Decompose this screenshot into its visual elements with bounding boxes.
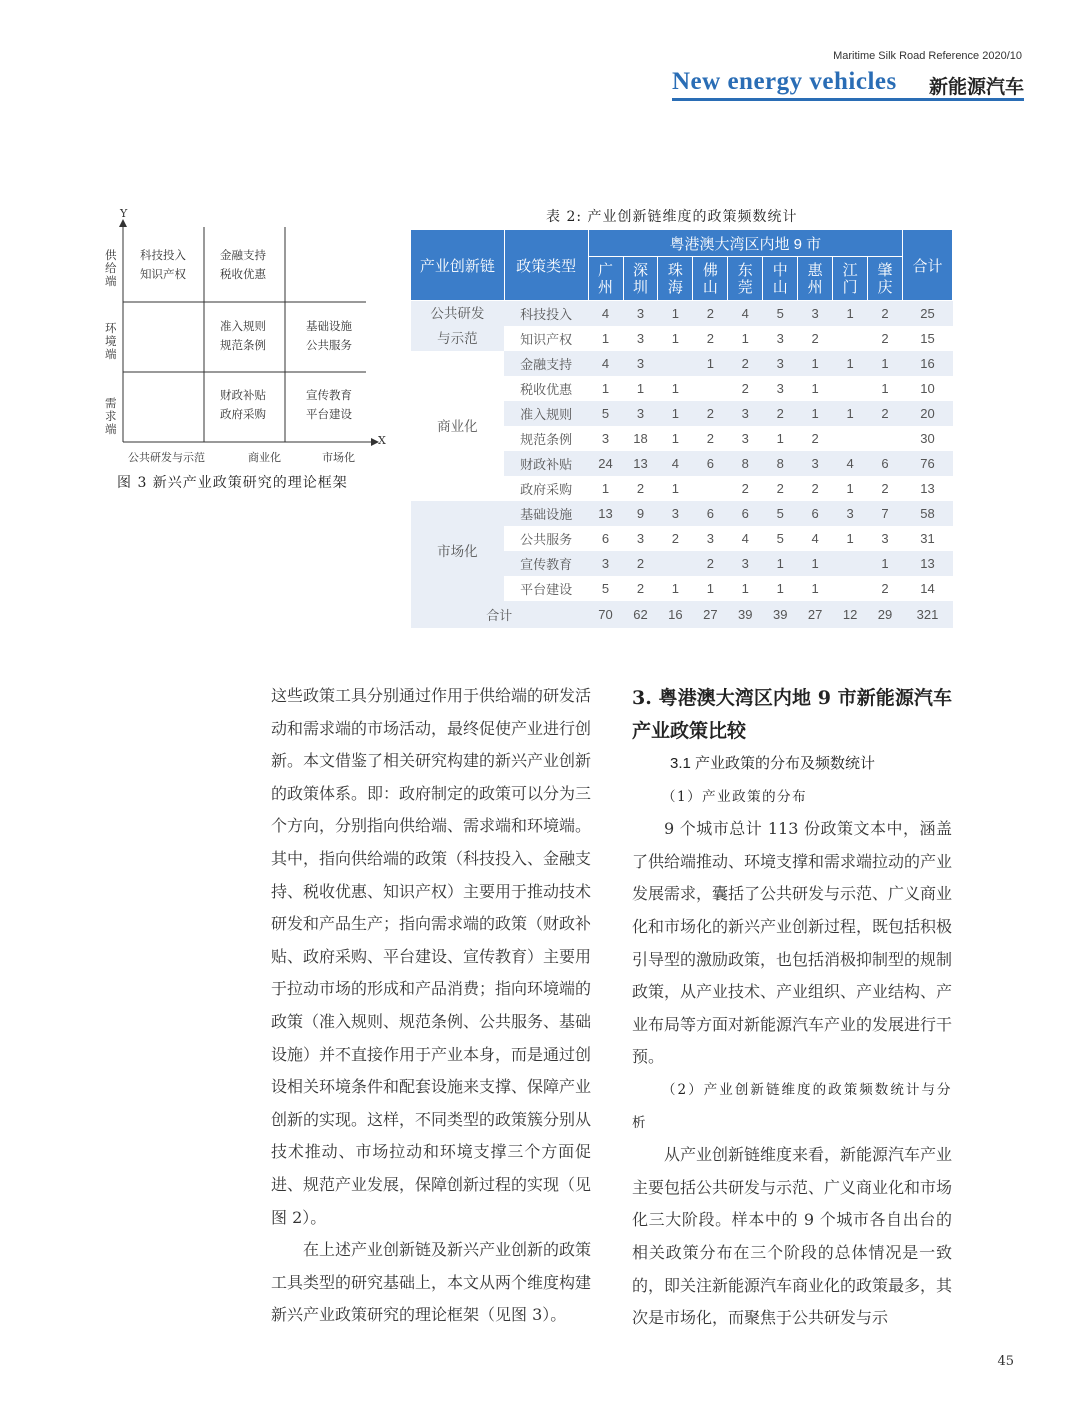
cell-environment-market [306, 317, 352, 355]
section-title-cn: 新能源汽车 [928, 76, 1024, 98]
value-cell: 3 [763, 376, 798, 401]
minor-heading: （1）产业政策的分布 [662, 788, 808, 805]
city-char: 惠 [807, 261, 823, 279]
table-row [411, 351, 953, 376]
header-chain: 产业创新链 [411, 230, 505, 301]
value-cell: 1 [658, 401, 693, 426]
city-char: 深 [632, 261, 648, 279]
value-cell: 5 [588, 401, 623, 426]
column-total-cell: 39 [728, 601, 763, 628]
value-cell [868, 426, 903, 451]
cell-text: 准入规则 [220, 319, 266, 333]
value-cell: 3 [728, 551, 763, 576]
value-cell [833, 551, 868, 576]
policy-type-cell: 金融支持 [504, 351, 588, 376]
value-cell: 3 [623, 526, 658, 551]
city-char: 广 [598, 261, 614, 279]
value-cell: 1 [658, 426, 693, 451]
value-cell: 1 [728, 576, 763, 601]
col-label-market: 市场化 [322, 451, 355, 464]
value-cell: 1 [868, 376, 903, 401]
cell-text: 规范条例 [220, 338, 266, 352]
header-city [833, 257, 868, 301]
value-cell: 2 [693, 401, 728, 426]
header-city [588, 257, 623, 301]
value-cell: 3 [868, 526, 903, 551]
value-cell: 1 [833, 526, 868, 551]
value-cell: 3 [763, 351, 798, 376]
value-cell: 1 [833, 401, 868, 426]
city-char: 州 [807, 278, 823, 296]
header-city [658, 257, 693, 301]
left-column [271, 680, 591, 1332]
value-cell: 3 [588, 551, 623, 576]
figure-3-caption: 图 3 新兴产业政策研究的理论框架 [117, 475, 348, 491]
row-label-supply: 供给端 [105, 248, 117, 288]
value-cell [833, 576, 868, 601]
value-cell: 2 [798, 476, 833, 501]
value-cell: 1 [658, 326, 693, 351]
value-cell: 2 [658, 526, 693, 551]
value-cell: 6 [868, 451, 903, 476]
policy-type-cell: 财政补贴 [504, 451, 588, 476]
city-char: 莞 [737, 278, 753, 296]
group-label: 公共研发 [430, 306, 485, 321]
row-total-cell: 10 [903, 376, 953, 401]
table-2 [410, 229, 953, 628]
value-cell: 7 [868, 501, 903, 526]
value-cell [693, 476, 728, 501]
value-cell: 1 [833, 301, 868, 327]
value-cell: 1 [763, 426, 798, 451]
section-header [672, 68, 1024, 101]
figure-3-framework [100, 205, 400, 490]
row-total-cell: 20 [903, 401, 953, 426]
value-cell: 5 [763, 301, 798, 327]
value-cell: 1 [868, 351, 903, 376]
value-cell: 3 [798, 301, 833, 327]
value-cell: 2 [868, 401, 903, 426]
row-total-cell: 13 [903, 551, 953, 576]
value-cell: 6 [693, 501, 728, 526]
column-total-cell: 12 [833, 601, 868, 628]
column-total-cell: 70 [588, 601, 623, 628]
subsection-heading: 3.1 产业政策的分布及频数统计 [670, 755, 876, 772]
table-row [411, 301, 953, 327]
value-cell: 1 [763, 576, 798, 601]
value-cell: 1 [798, 351, 833, 376]
city-char: 门 [842, 278, 858, 296]
cell-supply-commercial [220, 246, 266, 284]
value-cell: 13 [623, 451, 658, 476]
value-cell: 2 [623, 551, 658, 576]
value-cell: 1 [588, 376, 623, 401]
value-cell: 2 [693, 326, 728, 351]
value-cell: 3 [798, 451, 833, 476]
value-cell: 3 [833, 501, 868, 526]
value-cell: 5 [763, 501, 798, 526]
value-cell: 2 [693, 301, 728, 327]
cell-text: 金融支持 [220, 248, 266, 262]
column-total-cell: 27 [693, 601, 728, 628]
value-cell: 2 [728, 376, 763, 401]
value-cell: 5 [588, 576, 623, 601]
cell-supply-rnd [140, 246, 186, 284]
value-cell: 3 [693, 526, 728, 551]
value-cell: 3 [623, 401, 658, 426]
journal-meta: Maritime Silk Road Reference 2020/10 [833, 50, 1022, 62]
column-total-cell: 29 [868, 601, 903, 628]
header-total: 合计 [903, 230, 953, 301]
value-cell [658, 551, 693, 576]
value-cell: 2 [868, 326, 903, 351]
value-cell: 1 [833, 476, 868, 501]
value-cell [833, 376, 868, 401]
col-label-rnd: 公共研发与示范 [128, 451, 205, 464]
value-cell: 6 [728, 501, 763, 526]
grand-total-cell: 321 [903, 601, 953, 628]
city-char: 东 [737, 261, 753, 279]
value-cell: 1 [658, 576, 693, 601]
total-row [411, 601, 953, 628]
value-cell: 2 [868, 476, 903, 501]
value-cell [833, 326, 868, 351]
paragraph: 这些政策工具分别通过作用于供给端的研发活动和需求端的市场活动，最终促使产业进行创新。本文借鉴了相关研究构建的新兴产业创新的政策体系。即：政府制定的政策可以分为三个方向，分别指向供给端、需求端和环境端。其中，指向供给端的政策（科技投入、金融支持、税收优惠、知识产权）主要用于推动技术研发和产品生产；指向需求端的政策（财政补贴、政府采购、平台建设、宣传教育）主要用于拉动市场的形成和产品消费；指向环境端的政策（准入规则、规范条例、公共服务、基础设施）并不直接作用于产业本身，而是通过创设相关环境条件和配套设施来支撑、保障产业创新的实现。这样，不同类型的政策簇分别从技术推动、市场拉动和环境支撑三个方面促进、规范产业发展，保障创新过程的实现（见图 2）。 [271, 686, 592, 1227]
value-cell: 2 [728, 476, 763, 501]
policy-type-cell: 政府采购 [504, 476, 588, 501]
value-cell: 4 [833, 451, 868, 476]
value-cell: 1 [588, 476, 623, 501]
city-char: 海 [667, 278, 683, 296]
value-cell: 18 [623, 426, 658, 451]
group-cell [411, 301, 505, 352]
row-total-cell: 15 [903, 326, 953, 351]
cell-environment-commercial [220, 317, 266, 355]
row-total-cell: 16 [903, 351, 953, 376]
value-cell: 9 [623, 501, 658, 526]
value-cell: 3 [623, 301, 658, 327]
value-cell: 6 [798, 501, 833, 526]
value-cell: 4 [798, 526, 833, 551]
value-cell: 2 [623, 576, 658, 601]
value-cell: 1 [833, 351, 868, 376]
value-cell: 3 [588, 426, 623, 451]
header-city [763, 257, 798, 301]
value-cell: 4 [728, 526, 763, 551]
value-cell: 2 [798, 326, 833, 351]
value-cell: 2 [868, 576, 903, 601]
page-number: 45 [997, 1354, 1014, 1369]
value-cell: 2 [763, 476, 798, 501]
value-cell: 1 [868, 551, 903, 576]
cell-text: 科技投入 [140, 248, 186, 262]
value-cell: 1 [728, 326, 763, 351]
value-cell: 6 [588, 526, 623, 551]
header-region: 粤港澳大湾区内地 9 市 [588, 230, 902, 257]
value-cell: 2 [798, 426, 833, 451]
row-total-cell: 76 [903, 451, 953, 476]
column-total-cell: 16 [658, 601, 693, 628]
x-axis-label: X [378, 434, 386, 447]
value-cell: 8 [763, 451, 798, 476]
paragraph: 9 个城市总计 113 份政策文本中，涵盖了供给端推动、环境支撑和需求端拉动的产业发展需求，囊括了公共研发与示范、广义商业化和市场化的新兴产业创新过程，既包括积极引导型的激励政策，也包括消极抑制型的规制政策，从产业技术、产业组织、产业结构、产业布局等方面对新能源汽车产业的发展进行干预。 [632, 819, 953, 1067]
value-cell: 3 [623, 351, 658, 376]
policy-type-cell: 规范条例 [504, 426, 588, 451]
city-char: 山 [702, 278, 718, 296]
cell-text: 政府采购 [220, 407, 266, 421]
city-char: 珠 [667, 261, 683, 279]
header-city [623, 257, 658, 301]
header-type: 政策类型 [504, 230, 588, 301]
value-cell [833, 426, 868, 451]
policy-type-cell: 准入规则 [504, 401, 588, 426]
value-cell: 1 [763, 551, 798, 576]
value-cell: 1 [658, 376, 693, 401]
value-cell: 4 [658, 451, 693, 476]
policy-type-cell: 平台建设 [504, 576, 588, 601]
city-char: 圳 [632, 278, 648, 296]
value-cell: 1 [693, 576, 728, 601]
row-total-cell: 30 [903, 426, 953, 451]
city-char: 佛 [702, 261, 718, 279]
header-city [693, 257, 728, 301]
value-cell: 3 [728, 426, 763, 451]
row-total-cell: 58 [903, 501, 953, 526]
value-cell: 4 [588, 301, 623, 327]
value-cell: 3 [658, 501, 693, 526]
group-label: 市场化 [437, 543, 478, 559]
column-total-cell: 27 [798, 601, 833, 628]
city-char: 庆 [877, 278, 893, 296]
value-cell: 1 [798, 576, 833, 601]
city-char: 中 [772, 261, 788, 279]
cell-text: 宣传教育 [306, 388, 352, 402]
value-cell: 2 [728, 351, 763, 376]
value-cell [658, 351, 693, 376]
cell-demand-market [306, 386, 352, 424]
table-row [411, 501, 953, 526]
value-cell: 1 [658, 476, 693, 501]
value-cell: 1 [693, 351, 728, 376]
value-cell: 2 [623, 476, 658, 501]
row-total-cell: 14 [903, 576, 953, 601]
cell-demand-commercial [220, 386, 266, 424]
policy-type-cell: 科技投入 [504, 301, 588, 327]
header-city [868, 257, 903, 301]
cell-text: 财政补贴 [220, 388, 266, 402]
policy-type-cell: 宣传教育 [504, 551, 588, 576]
policy-type-cell: 税收优惠 [504, 376, 588, 401]
group-label: 商业化 [437, 418, 478, 434]
value-cell: 1 [798, 376, 833, 401]
cell-text: 公共服务 [306, 338, 352, 352]
policy-type-cell: 基础设施 [504, 501, 588, 526]
value-cell: 3 [728, 401, 763, 426]
value-cell: 3 [623, 326, 658, 351]
y-axis-label: Y [120, 207, 128, 220]
value-cell: 13 [588, 501, 623, 526]
paragraph: 在上述产业创新链及新兴产业创新的政策工具类型的研究基础上，本文从两个维度构建新兴产业政策研究的理论框架（见图 3）。 [271, 1240, 592, 1325]
value-cell: 4 [588, 351, 623, 376]
value-cell [693, 376, 728, 401]
policy-type-cell: 知识产权 [504, 326, 588, 351]
row-total-cell: 31 [903, 526, 953, 551]
value-cell: 2 [693, 426, 728, 451]
row-label-demand: 需求端 [105, 396, 117, 436]
row-label-environment: 环境端 [105, 321, 117, 361]
table-2-caption: 表 2: 产业创新链维度的政策频数统计 [546, 209, 798, 225]
value-cell: 1 [658, 301, 693, 327]
cell-text: 知识产权 [140, 267, 186, 281]
value-cell: 2 [868, 301, 903, 327]
row-total-cell: 13 [903, 476, 953, 501]
right-column [632, 682, 952, 1335]
city-char: 山 [772, 278, 788, 296]
cell-text: 基础设施 [306, 319, 352, 333]
city-char: 州 [598, 278, 614, 296]
column-total-cell: 62 [623, 601, 658, 628]
header-city [728, 257, 763, 301]
paragraph: 从产业创新链维度来看，新能源汽车产业主要包括公共研发与示范、广义商业化和市场化三大阶段。样本中的 9 个城市各自出台的相关政策分布在三个阶段的总体情况是一致的，即关注新能源汽车商业化的政策最多，其次是市场化，而聚焦于公共研发与示 [632, 1145, 953, 1328]
group-cell [411, 351, 505, 501]
value-cell: 6 [693, 451, 728, 476]
group-cell [411, 501, 505, 601]
value-cell: 5 [763, 526, 798, 551]
city-char: 江 [842, 261, 858, 279]
cell-text: 税收优惠 [220, 267, 266, 281]
value-cell: 1 [798, 551, 833, 576]
value-cell: 1 [623, 376, 658, 401]
value-cell: 2 [693, 551, 728, 576]
column-total-cell: 39 [763, 601, 798, 628]
value-cell: 24 [588, 451, 623, 476]
total-label: 合计 [411, 601, 589, 628]
col-label-commercial: 商业化 [248, 451, 281, 464]
value-cell: 1 [588, 326, 623, 351]
value-cell: 2 [763, 401, 798, 426]
value-cell: 1 [798, 401, 833, 426]
value-cell: 4 [728, 301, 763, 327]
city-char: 肇 [877, 261, 893, 279]
value-cell: 8 [728, 451, 763, 476]
section-title-en: New energy vehicles [672, 68, 897, 95]
group-label: 与示范 [437, 331, 478, 346]
header-city [798, 257, 833, 301]
section-heading: 3. 粤港澳大湾区内地 9 市新能源汽车产业政策比较 [632, 687, 952, 742]
policy-type-cell: 公共服务 [504, 526, 588, 551]
value-cell: 3 [763, 326, 798, 351]
cell-text: 平台建设 [306, 407, 352, 421]
row-total-cell: 25 [903, 301, 953, 327]
minor-heading: （2）产业创新链维度的政策频数统计与分析 [632, 1081, 952, 1131]
